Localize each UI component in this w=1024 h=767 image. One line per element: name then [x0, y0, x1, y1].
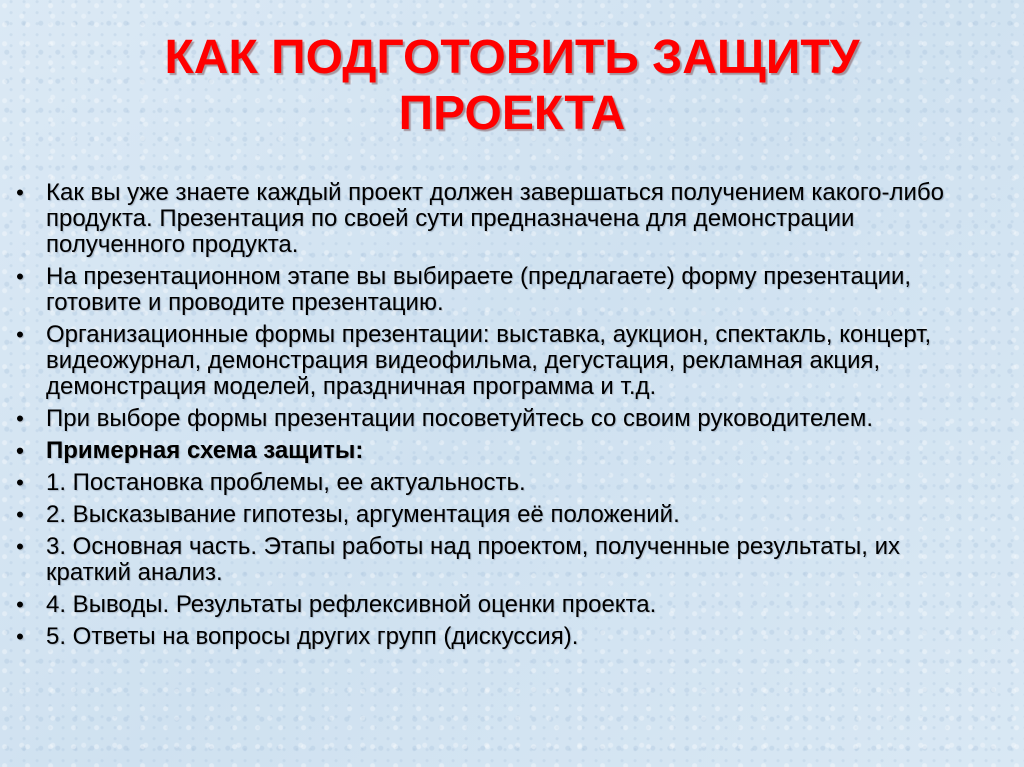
- bullet-icon: •: [16, 592, 24, 617]
- bullet-item: [10, 534, 970, 586]
- bullet-item: [10, 470, 970, 496]
- bullet-icon: •: [16, 470, 24, 495]
- bullet-item: [10, 406, 970, 432]
- bullet-icon: •: [16, 322, 24, 347]
- bullet-text: 3. Основная часть. Этапы работы над проектом, полученные результаты, их краткий анализ.: [46, 533, 901, 586]
- bullet-item: [10, 180, 970, 258]
- slide-title: [60, 30, 964, 142]
- bullet-text: Организационные формы презентации: выставка, аукцион, спектакль, концерт, видеожурнал, демонстрация видеофильма, дегустация, рекламная акция, демонстрация моделей, праздничная программа и т.д.: [46, 321, 932, 400]
- bullet-item: [10, 322, 970, 400]
- bullet-text: Примерная схема защиты:: [46, 437, 364, 464]
- bullet-icon: •: [16, 534, 24, 559]
- bullet-text: На презентационном этапе вы выбираете (предлагаете) форму презентации, готовите и проводите презентацию.: [46, 263, 912, 316]
- bullet-text: 4. Выводы. Результаты рефлексивной оценки проекта.: [46, 591, 657, 618]
- bullet-icon: •: [16, 406, 24, 431]
- bullet-icon: •: [16, 502, 24, 527]
- slide-title-line-2: ПРОЕКТА: [398, 87, 626, 140]
- bullet-text: Как вы уже знаете каждый проект должен завершаться получением какого-либо продукта. Презентация по своей сути предназначена для демонстрации полученного продукта.: [46, 179, 944, 258]
- bullet-text: 1. Постановка проблемы, ее актуальность.: [46, 469, 526, 496]
- bullet-text: 5. Ответы на вопросы других групп (дискуссия).: [46, 623, 579, 650]
- bullet-item-heading: [10, 438, 970, 464]
- bullet-icon: •: [16, 624, 24, 649]
- bullet-item: [10, 502, 970, 528]
- bullet-icon: •: [16, 264, 24, 289]
- bullet-icon: •: [16, 180, 24, 205]
- bullet-icon: •: [16, 438, 24, 463]
- bullet-item: [10, 264, 970, 316]
- bullet-item: [10, 624, 970, 650]
- bullet-list: [10, 180, 970, 656]
- bullet-text: 2. Высказывание гипотезы, аргументация её положений.: [46, 501, 680, 528]
- slide-title-line-1: КАК ПОДГОТОВИТЬ ЗАЩИТУ: [164, 31, 860, 84]
- bullet-text: При выборе формы презентации посоветуйтесь со своим руководителем.: [46, 405, 874, 432]
- bullet-item: [10, 592, 970, 618]
